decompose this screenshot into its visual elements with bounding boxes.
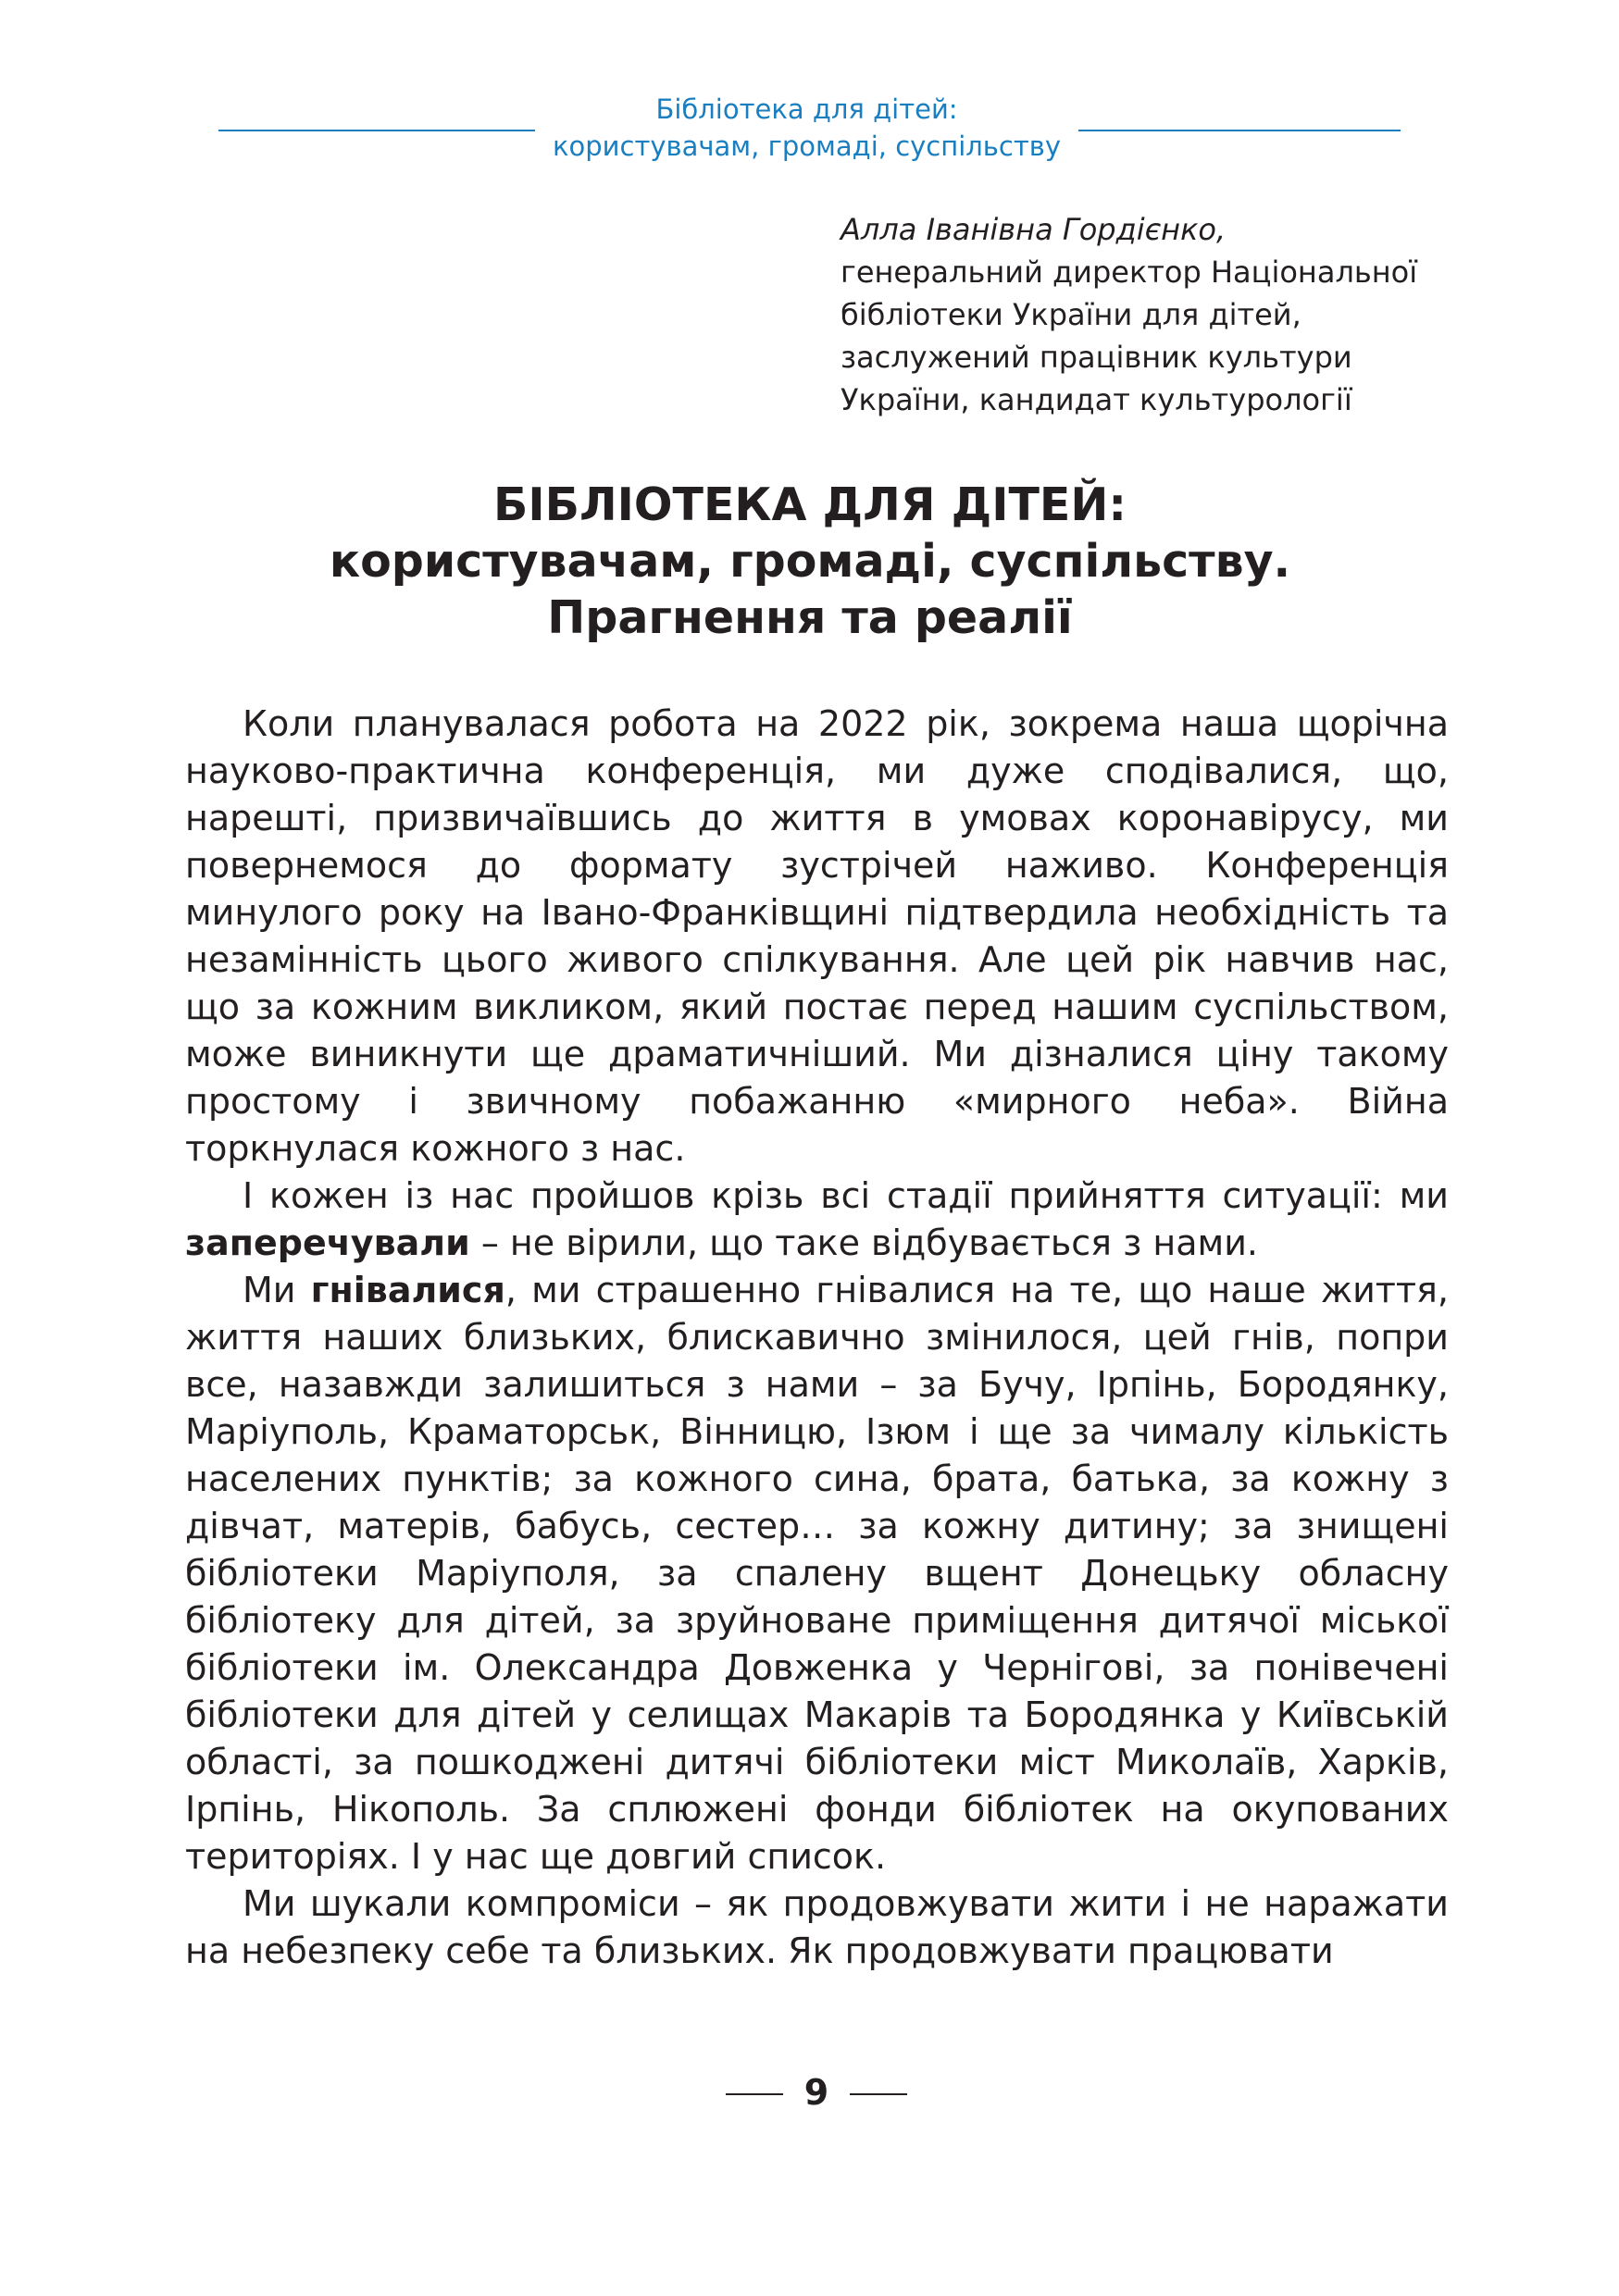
body-paragraph-2-start: І кожен із нас пройшов крізь всі стадії прийняття ситуації: ми <box>243 1175 1449 1216</box>
header-rule-right <box>1078 130 1401 131</box>
body-paragraph-3-end: , ми страшенно гнівалися на те, що наше життя, життя наших близьких, блискавично змінилося, цей гнів, попри все, назавжди залишиться з нами – за Бучу, Ірпінь, Бородянку, Маріуполь, Краматорськ, Вінницю, Ізюм і ще за чималу кількість населених пунктів; за кожного сина, брата, батька, за кожну з дівчат, матерів, бабусь, сестер… за кожну дитину; за знищені бібліотеки Маріуполя, за спалену вщент Донецьку обласну бібліотеку для дітей, за зруйноване приміщення дитячої міської бібліотеки ім. Олександра Довженка у Чернігові, за понівечені бібліотеки для дітей у селищах Макарів та Бородянка у Київській області, за пошкоджені дитячі бібліотеки міст Миколаїв, Харків, Ірпінь, Нікополь. За сплюжені фонди бібліотек на окупованих територіях. І у нас ще довгий список. <box>185 1270 1450 1877</box>
running-header <box>0 91 1619 165</box>
body-paragraph-3 <box>185 1267 1449 1880</box>
running-header-text <box>535 91 1078 165</box>
body-paragraph-2-end: – не вірили, що таке відбувається з нами. <box>469 1222 1258 1263</box>
author-position-line-1: генеральний директор Національної <box>841 254 1418 290</box>
article-title <box>185 477 1435 646</box>
author-position-line-2: бібліотеки України для дітей, <box>841 297 1301 332</box>
body-paragraph-3-start: Ми <box>243 1270 311 1310</box>
body-emphasis-anger: гнівалися <box>310 1270 505 1310</box>
body-emphasis-denial: заперечували <box>185 1222 470 1263</box>
body-paragraph-2 <box>185 1173 1449 1267</box>
page-footer <box>0 2069 1619 2116</box>
footer-rule-right <box>850 2093 907 2095</box>
footer-rule-left <box>726 2093 783 2095</box>
article-title-line-3: Прагнення та реалії <box>547 591 1073 644</box>
author-position-line-3: заслужений працівник культури <box>841 340 1352 375</box>
body-paragraph-1: Коли планувалася робота на 2022 рік, зокрема наша щорічна науково-практична конференція, ми дуже сподівалися, що, нарешті, призвичаївшись до життя в умовах коронавірусу, ми повернемося до формату зустрічей наживо. Конференція минулого року на Івано-Франківщині підтвердила необхідність та незамінність цього живого спілкування. Але цей рік навчив нас, що за кожним викликом, який постає перед нашим суспільством, може виникнути ще драматичніший. Ми дізналися ціну такому простому і звичному побажанню «мирного неба». Війна торкнулася кожного з нас. <box>185 703 1449 1169</box>
author-position-line-4: України, кандидат культурології <box>841 382 1352 417</box>
running-header-line-1: Бібліотека для дітей: <box>655 93 958 125</box>
page-number: 9 <box>803 2072 829 2113</box>
author-block <box>841 208 1507 421</box>
header-rule-left <box>218 130 535 131</box>
body-paragraph-4: Ми шукали компроміси – як продовжувати жити і не наражати на небезпеку себе та близьких. Як продовжувати працювати <box>185 1883 1449 1971</box>
author-name: Алла Іванівна Гордієнко, <box>841 212 1227 247</box>
running-header-line-2: користувачам, громаді, суспільству <box>553 130 1061 162</box>
article-title-line-1: БІБЛІОТЕКА ДЛЯ ДІТЕЙ: <box>493 478 1127 531</box>
article-body <box>185 701 1449 1975</box>
article-title-line-2: користувачам, громаді, суспільству. <box>329 535 1291 588</box>
